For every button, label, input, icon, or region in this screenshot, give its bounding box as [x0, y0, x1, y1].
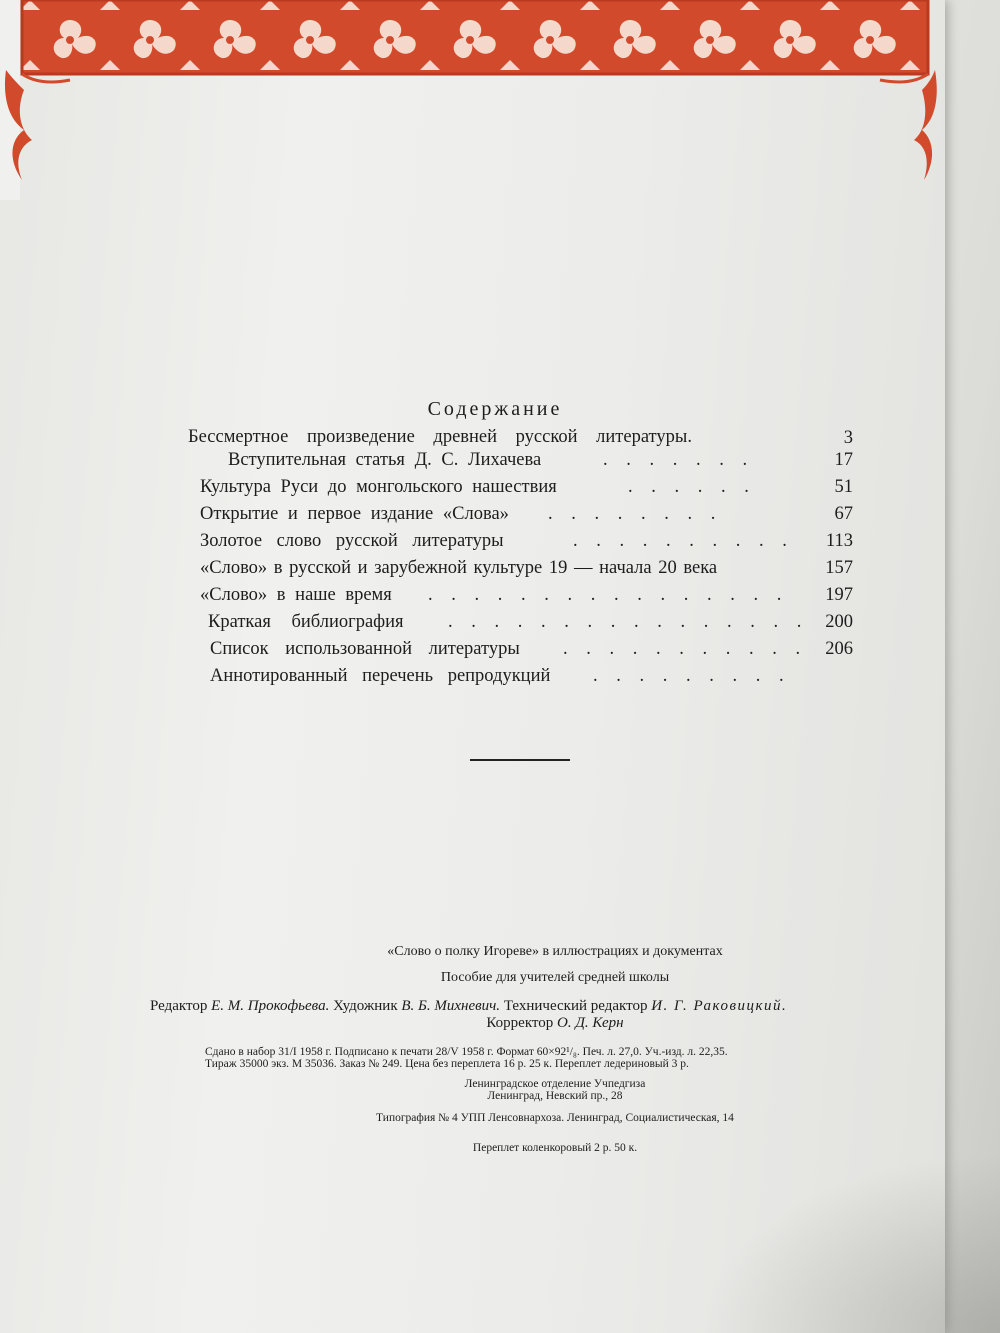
toc-entry [188, 555, 858, 582]
toc-entry-page: 157 [825, 557, 853, 578]
toc-entry-page: 51 [834, 477, 853, 497]
toc-entry-title: Бессмертное произведение древней русской литературы. [188, 427, 692, 447]
editor-label: Редактор [150, 998, 208, 1014]
section-divider [470, 759, 570, 761]
imprint-block [150, 944, 960, 1154]
toc-entry-title: Золотое слово русской литературы [200, 531, 504, 551]
toc-entry-leader: . . . . . . . . . . [573, 531, 794, 551]
toc-entry-leader: . . . . . . . . . . . . . . . . [448, 611, 809, 632]
toc-entry [188, 474, 858, 501]
toc-entry-page: 200 [825, 611, 853, 632]
toc-entry-title: Список использованной литературы [210, 639, 520, 659]
toc-entry-page: 197 [825, 585, 853, 605]
publisher-address: Ленинград, Невский пр., 28 [487, 1090, 623, 1102]
imprint-corrector [150, 1015, 960, 1032]
binding-price: Переплет коленкоровый 2 р. 50 к. [472, 1142, 638, 1154]
editor-name: Е. М. Прокофьева. [211, 998, 330, 1014]
toc-entry-title: Аннотированный перечень репродукций [210, 665, 551, 686]
toc-entry [188, 528, 858, 555]
printer: Типография № 4 УПП Ленсовнархоза. Ленинград, Социалистическая, 14 [376, 1112, 734, 1124]
artist-label: Художник [333, 998, 398, 1014]
toc-entry-page: 113 [825, 531, 853, 551]
page-shadow [700, 1153, 1000, 1333]
print-details-line-1: Сдано в набор 31/I 1958 г. Подписано к печати 28/V 1958 г. Формат 60×92¹/₈. Печ. л. 27,0. Уч.-изд. л. 22,35. [205, 1046, 728, 1058]
publisher: Ленинградское отделение Учпедгиза [464, 1078, 646, 1090]
toc-entry-title: Вступительная статья Д. С. Лихачева [228, 449, 542, 470]
table-of-contents [188, 424, 858, 689]
toc-entry-leader: . . . . . . . . . . . [563, 639, 808, 659]
toc-entry [188, 636, 858, 663]
toc-entry-title: Открытие и первое издание «Слова» [200, 503, 509, 524]
tech-editor-label: Технический редактор [503, 998, 648, 1014]
toc-entry-page: 3 [843, 427, 853, 448]
decorative-ornament-border [0, 0, 945, 200]
print-details-line-2: Тираж 35000 экз. М 35036. Заказ № 249. Цена без переплета 16 р. 25 к. Переплет ледериновый 3 р. [205, 1058, 689, 1070]
toc-entry-title: Краткая библиография [208, 611, 404, 632]
toc-entry-title: «Слово» в наше время [200, 585, 392, 605]
toc-entry [188, 501, 858, 528]
imprint-credits [150, 998, 960, 1015]
corrector-name: О. Д. Керн [557, 1015, 624, 1031]
toc-entry [188, 609, 858, 636]
contents-heading: Содержание [427, 398, 563, 420]
corrector-label: Корректор [486, 1015, 554, 1031]
toc-entry [188, 663, 858, 690]
toc-entry-leader: . . . . . . . . [548, 503, 723, 524]
toc-entry-title: Культура Руси до монгольского нашествия [200, 477, 557, 497]
artist-name: В. Б. Михневич. [401, 998, 501, 1014]
toc-entry [188, 582, 858, 609]
toc-entry-page: 67 [834, 503, 853, 524]
toc-entry-page: 17 [834, 449, 853, 470]
tech-editor-name: И. Г. Раковицкий. [651, 998, 788, 1014]
toc-entry-leader: . . . . . . . [603, 449, 755, 470]
toc-entry-title: «Слово» в русской и зарубежной культуре 19 — начала 20 века [200, 557, 718, 578]
toc-entry-page: 206 [825, 639, 853, 659]
toc-entry-leader: . . . . . . . . . [593, 665, 791, 686]
toc-entry-leader: . . . . . . . . . . . . . . . . [428, 585, 789, 605]
imprint-book-title: «Слово о полку Игореве» в иллюстрациях и документах [387, 944, 723, 959]
imprint-subtitle: Пособие для учителей средней школы [440, 970, 670, 985]
toc-entry-leader: . . . . . . [628, 477, 756, 497]
